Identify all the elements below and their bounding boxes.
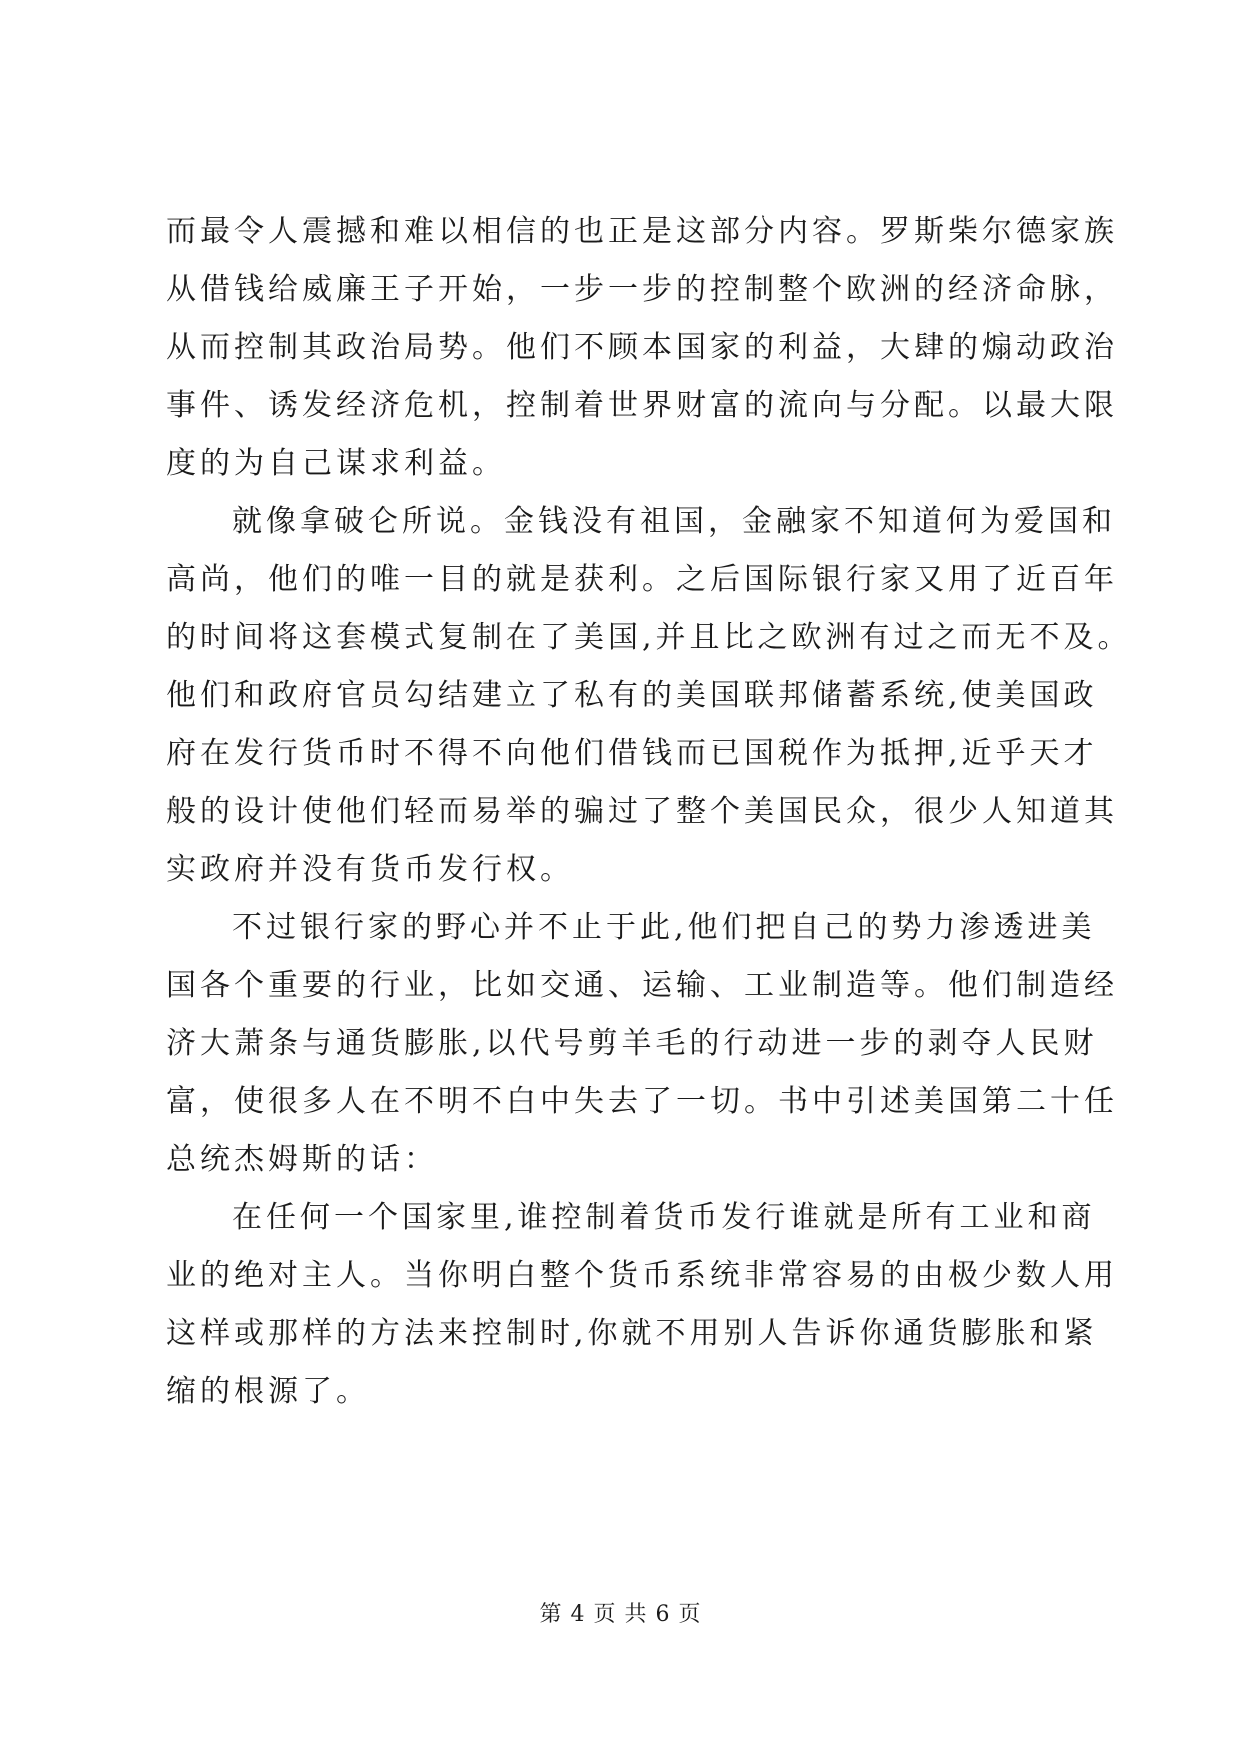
text-line: 府在发行货币时不得不向他们借钱而已国税作为抵押,近乎天才 <box>166 736 1098 771</box>
text-line: 的时间将这套模式复制在了美国,并且比之欧洲有过之而无不及。 <box>166 620 1132 655</box>
text-line: 这样或那样的方法来控制时,你就不用别人告诉你通货膨胀和紧 <box>166 1316 1098 1351</box>
text-line: 他们和政府官员勾结建立了私有的美国联邦储蓄系统,使美国政 <box>166 678 1098 713</box>
paragraph-3 <box>166 899 1118 1189</box>
text-line: 不过银行家的野心并不止于此,他们把自己的势力渗透进美 <box>232 910 1096 945</box>
paragraph-4 <box>166 1189 1118 1421</box>
paragraph-1 <box>166 203 1118 493</box>
text-line: 富，使很多人在不明不白中失去了一切。书中引述美国第二十任 <box>166 1084 1118 1119</box>
text-line: 济大萧条与通货膨胀,以代号剪羊毛的行动进一步的剥夺人民财 <box>166 1026 1098 1061</box>
text-line: 高尚，他们的唯一目的就是获利。之后国际银行家又用了近百年 <box>166 562 1118 597</box>
text-line: 般的设计使他们轻而易举的骗过了整个美国民众，很少人知道其 <box>166 794 1118 829</box>
text-line: 业的绝对主人。当你明白整个货币系统非常容易的由极少数人用 <box>166 1258 1118 1293</box>
text-line: 总统杰姆斯的话： <box>166 1142 438 1177</box>
text-line: 实政府并没有货币发行权。 <box>166 852 574 887</box>
text-line: 事件、诱发经济危机，控制着世界财富的流向与分配。以最大限 <box>166 388 1118 423</box>
page-number-footer: 第 4 页 共 6 页 <box>539 1602 702 1627</box>
text-line: 缩的根源了。 <box>166 1374 370 1409</box>
document-body <box>166 203 1132 1421</box>
text-line: 在任何一个国家里,谁控制着货币发行谁就是所有工业和商 <box>232 1200 1096 1235</box>
paragraph-2 <box>166 493 1132 899</box>
text-line: 就像拿破仑所说。金钱没有祖国，金融家不知道何为爱国和 <box>232 504 1116 539</box>
text-line: 国各个重要的行业，比如交通、运输、工业制造等。他们制造经 <box>166 968 1118 1003</box>
text-line: 从借钱给威廉王子开始，一步一步的控制整个欧洲的经济命脉， <box>166 272 1118 307</box>
text-line: 而最令人震撼和难以相信的也正是这部分内容。罗斯柴尔德家族 <box>166 214 1118 249</box>
text-line: 从而控制其政治局势。他们不顾本国家的利益，大肆的煽动政治 <box>166 330 1118 365</box>
text-line: 度的为自己谋求利益。 <box>166 446 506 481</box>
